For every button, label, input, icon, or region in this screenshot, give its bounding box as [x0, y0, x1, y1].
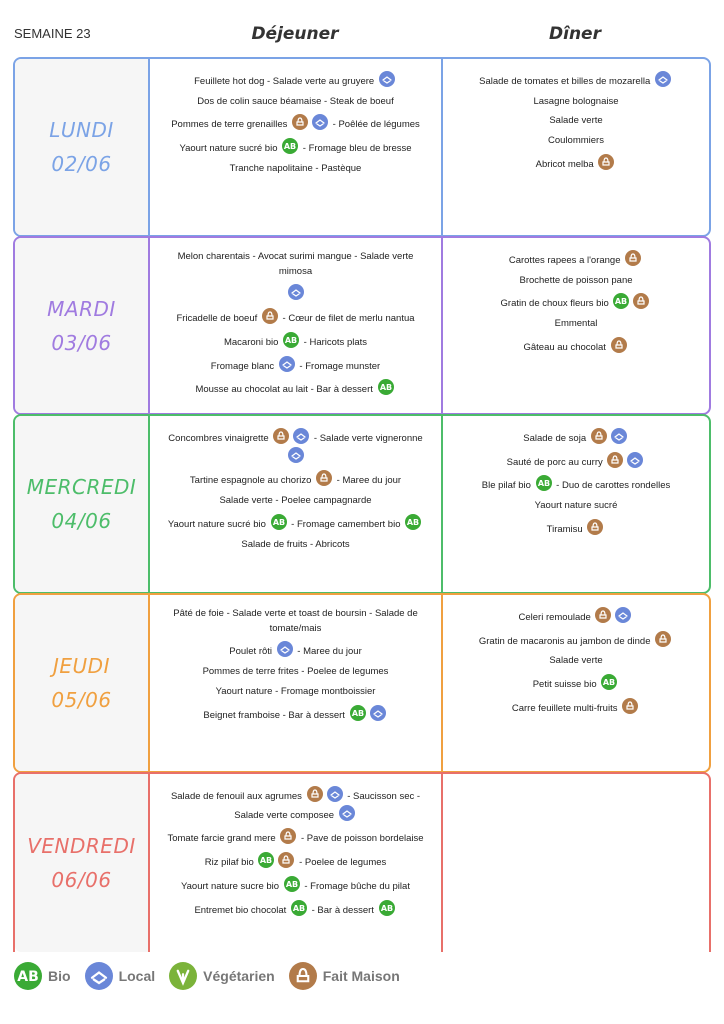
fait-maison-icon — [280, 828, 296, 844]
svg-text:AB: AB — [351, 708, 364, 718]
day-label — [15, 59, 150, 235]
dish-text: - Fromage bûche du pilat — [301, 880, 410, 892]
menu-line — [535, 499, 618, 514]
menu-line — [203, 665, 389, 680]
dish-text: Tiramisu — [546, 523, 586, 535]
dish-text: Tartine espagnole au chorizo — [189, 475, 315, 487]
dish-text: Carottes rapees a l'orange — [508, 255, 624, 266]
dish-text: Celeri remoulade — [518, 612, 594, 623]
dish-text: Mousse au chocolat au lait - Bar à dessert — [195, 384, 376, 396]
fait-maison-icon — [622, 698, 638, 714]
fait-maison-icon — [595, 607, 611, 623]
fait-maison-icon — [273, 428, 289, 444]
dish-text: - Poelee de legumes — [296, 857, 387, 869]
dish-text: Salade verte — [549, 655, 603, 667]
menu-line — [219, 494, 371, 509]
legend-label: Bio — [48, 968, 71, 984]
menu-line — [523, 428, 629, 447]
svg-text:AB: AB — [283, 142, 297, 152]
menu-line — [190, 470, 401, 489]
dish-text: Yaourt nature sucré bio — [167, 518, 269, 530]
menu-line — [179, 138, 411, 157]
dish-text: - Haricots plats — [301, 336, 368, 348]
bio-icon — [601, 674, 617, 690]
legend — [14, 962, 414, 990]
dish-text: - Fromage bleu de bresse — [300, 143, 412, 155]
dish-text: - Poêlée de légumes — [330, 119, 420, 131]
bio-icon — [291, 900, 307, 916]
menu-line — [162, 786, 429, 823]
dish-text: Gâteau au chocolat — [523, 341, 609, 353]
dish-text: Dos de colin sauce béamaise - Steak de boeuf — [197, 95, 394, 107]
menu-line — [501, 293, 652, 312]
local-icon — [370, 705, 386, 721]
day-date: 06/06 — [51, 868, 112, 892]
fait-maison-icon — [611, 337, 627, 353]
menu-line — [216, 685, 376, 700]
menu-line — [181, 876, 410, 895]
dish-text: Beignet framboise - Bar à dessert — [203, 709, 348, 721]
menu-line — [194, 900, 396, 919]
bio-icon — [284, 876, 300, 892]
vegetarian-icon — [169, 962, 197, 990]
dish-text: - Fromage camembert bio — [288, 518, 404, 530]
local-icon — [327, 786, 343, 802]
local-icon — [288, 447, 304, 463]
menu-line — [482, 475, 670, 494]
dish-text: Gratin de macaronis au jambon de dinde — [478, 635, 654, 647]
fait-maison-icon — [262, 308, 278, 324]
bio-icon — [536, 475, 552, 491]
dish-text: Feuillete hot dog - Salade verte au gruyere — [194, 76, 377, 87]
local-icon — [379, 71, 395, 87]
menu-line — [523, 337, 628, 356]
dinner-column-title: Dîner — [549, 24, 601, 44]
fait-maison-icon — [292, 114, 308, 130]
menu-line — [167, 828, 423, 847]
svg-text:AB: AB — [284, 335, 298, 345]
dish-text: Yaourt nature - Fromage montboissier — [215, 685, 376, 697]
dish-text: - Maree du jour — [294, 646, 362, 658]
menu-line — [555, 317, 598, 332]
menu-line — [205, 852, 387, 871]
day-label — [15, 238, 150, 413]
day-name: MERCREDI — [26, 475, 137, 499]
day-row-vendredi — [13, 772, 711, 952]
fait-maison-icon — [625, 250, 641, 266]
menu-line — [512, 698, 640, 717]
svg-text:AB: AB — [260, 856, 273, 866]
svg-text:AB: AB — [406, 517, 420, 527]
fait-maison-icon — [278, 852, 294, 868]
menu-line — [547, 519, 606, 538]
menu-line — [549, 114, 602, 129]
dish-text: Salade verte - Poelee campagnarde — [219, 495, 372, 507]
dish-text: Yaourt nature sucré — [534, 500, 618, 512]
day-label — [15, 774, 150, 952]
lunch-cell — [150, 774, 443, 952]
svg-text:AB: AB — [537, 479, 550, 489]
menu-line — [241, 538, 349, 553]
lunch-column-title: Déjeuner — [251, 24, 339, 44]
menu-line — [533, 674, 620, 693]
day-row-jeudi — [13, 593, 711, 773]
menu-line — [195, 379, 395, 398]
legend-label: Fait Maison — [322, 968, 400, 984]
lunch-cell — [150, 595, 443, 771]
dish-text: - Cœur de filet de merlu nantua — [279, 313, 415, 325]
dinner-cell — [443, 238, 709, 413]
fait-maison-icon — [633, 293, 649, 309]
fait-maison-icon — [598, 154, 614, 170]
day-row-mardi — [13, 236, 711, 415]
day-date: 02/06 — [51, 152, 112, 176]
dish-text: Yaourt nature sucré bio — [179, 143, 281, 155]
svg-text:AB: AB — [615, 297, 628, 307]
svg-text:AB: AB — [603, 678, 616, 688]
day-row-mercredi — [13, 414, 711, 594]
menu-line — [211, 356, 380, 375]
lunch-cell — [150, 416, 443, 592]
dish-text: Poulet rôti — [229, 646, 275, 658]
day-date: 05/06 — [51, 688, 112, 712]
menu-line — [549, 654, 602, 669]
fait-maison-icon — [655, 631, 671, 647]
dish-text: - Bar à dessert — [308, 904, 377, 916]
menu-line — [162, 428, 429, 465]
local-icon — [655, 71, 671, 87]
legend-item-veg — [169, 962, 275, 990]
svg-text:AB: AB — [17, 969, 39, 986]
bio-icon — [378, 379, 394, 395]
bio-icon — [14, 962, 42, 990]
bio-icon — [258, 852, 274, 868]
dish-text: Concombres vinaigrette — [168, 433, 272, 444]
menu-line — [224, 332, 367, 351]
week-label: SEMAINE 23 — [14, 26, 91, 41]
svg-text:AB: AB — [285, 879, 298, 889]
menu-line — [536, 154, 617, 173]
dish-text: Fricadelle de boeuf — [176, 313, 260, 325]
local-icon — [611, 428, 627, 444]
dish-text: Tranche napolitaine - Pastèque — [229, 162, 362, 174]
dish-text: Salade de fenouil aux agrumes — [170, 791, 305, 802]
dish-text: Salade de fruits - Abricots — [241, 538, 350, 550]
legend-label: Végétarien — [203, 968, 275, 984]
dish-text: Brochette de poisson pane — [519, 274, 633, 286]
menu-line — [286, 284, 306, 303]
bio-icon — [379, 900, 395, 916]
dish-text: Abricot melba — [535, 158, 597, 170]
menu-line — [479, 631, 673, 650]
local-icon — [627, 452, 643, 468]
local-icon — [339, 805, 355, 821]
menu-line — [548, 134, 604, 149]
dish-text: Fromage blanc — [210, 360, 277, 372]
day-name: JEUDI — [53, 654, 110, 678]
dish-text: Riz pilaf bio — [204, 857, 257, 869]
menu-line — [509, 250, 643, 269]
dish-text: Ble pilaf bio — [481, 480, 534, 492]
dinner-cell — [443, 774, 709, 952]
local-icon — [288, 284, 304, 300]
menu-line — [194, 71, 397, 90]
dish-text: Petit suisse bio — [532, 679, 600, 691]
dish-text: Lasagne bolognaise — [533, 95, 619, 107]
bio-icon — [405, 514, 421, 530]
fait-maison-icon — [607, 452, 623, 468]
local-icon — [293, 428, 309, 444]
legend-label: Local — [118, 968, 156, 984]
dish-text: Entremet bio chocolat — [194, 904, 289, 916]
day-date: 03/06 — [51, 330, 112, 355]
fait-maison-icon — [316, 470, 332, 486]
day-label — [15, 416, 150, 592]
fait-maison-icon — [587, 519, 603, 535]
menu-line — [168, 514, 423, 533]
bio-icon — [271, 514, 287, 530]
menu-line — [176, 308, 414, 327]
menu-line — [479, 71, 673, 90]
dish-text: - Salade verte vigneronne — [311, 433, 423, 444]
dish-text: Pommes de terre grenailles — [171, 119, 291, 131]
local-icon — [279, 356, 295, 372]
fait-maison-icon — [591, 428, 607, 444]
svg-text:AB: AB — [292, 903, 306, 913]
dish-text: - Duo de carottes rondelles — [553, 480, 671, 492]
dish-text: Gratin de choux fleurs bio — [500, 298, 612, 310]
svg-text:AB: AB — [379, 383, 392, 393]
legend-item-local — [85, 962, 156, 990]
fait-maison-icon — [289, 962, 317, 990]
legend-item-fm — [289, 962, 400, 990]
lunch-cell — [150, 59, 443, 235]
menu-line — [519, 607, 634, 626]
bio-icon — [613, 293, 629, 309]
local-icon — [277, 641, 293, 657]
menu-line — [171, 114, 420, 133]
dinner-cell — [443, 59, 709, 235]
bio-icon — [350, 705, 366, 721]
dish-text: Sauté de porc au curry — [506, 456, 606, 468]
dish-text: - Pave de poisson bordelaise — [298, 833, 424, 845]
bio-icon — [282, 138, 298, 154]
legend-item-bio — [14, 962, 71, 990]
day-label — [15, 595, 150, 771]
menu-line — [519, 274, 632, 289]
day-name: LUNDI — [49, 118, 114, 142]
dish-text: - Maree du jour — [334, 475, 402, 487]
dinner-cell — [443, 595, 709, 771]
dish-text: Tomate farcie grand mere — [167, 833, 279, 845]
menu-line — [533, 95, 618, 110]
bio-icon — [283, 332, 299, 348]
dish-text: Carre feuillete multi-fruits — [511, 702, 621, 714]
menu-line — [203, 705, 387, 724]
dish-text: Salade de tomates et billes de mozarella — [479, 76, 653, 87]
menu-line — [230, 162, 362, 177]
menu-line — [229, 641, 361, 660]
svg-text:AB: AB — [272, 517, 285, 527]
dish-text: - Saucisson sec - Salade verte composee — [234, 791, 421, 821]
day-name: VENDREDI — [27, 834, 136, 858]
dish-text: Melon charentais - Avocat surimi mangue - Salade verte mimosa — [177, 251, 414, 277]
dish-text: Coulommiers — [548, 135, 604, 147]
fait-maison-icon — [307, 786, 323, 802]
menu-line — [162, 250, 429, 279]
menu-line — [507, 452, 646, 471]
dinner-cell — [443, 416, 709, 592]
dish-text: Macaroni bio — [223, 336, 282, 348]
dish-text: Emmental — [554, 318, 598, 330]
svg-text:AB: AB — [380, 903, 393, 913]
local-icon — [85, 962, 113, 990]
day-row-lundi — [13, 57, 711, 237]
dish-text: Salade verte — [549, 115, 603, 127]
day-date: 04/06 — [51, 509, 112, 533]
local-icon — [615, 607, 631, 623]
day-name: MARDI — [47, 296, 116, 321]
dish-text: Pommes de terre frites - Poelee de legumes — [202, 666, 389, 678]
lunch-cell — [150, 238, 443, 413]
dish-text: Yaourt nature sucre bio — [181, 880, 282, 892]
menu-line — [162, 607, 429, 636]
dish-text: - Fromage munster — [296, 360, 381, 372]
local-icon — [312, 114, 328, 130]
menu-line — [197, 95, 393, 110]
dish-text: Pâté de foie - Salade verte et toast de boursin - Salade de tomate/mais — [173, 608, 418, 634]
dish-text: Salade de soja — [523, 433, 589, 444]
